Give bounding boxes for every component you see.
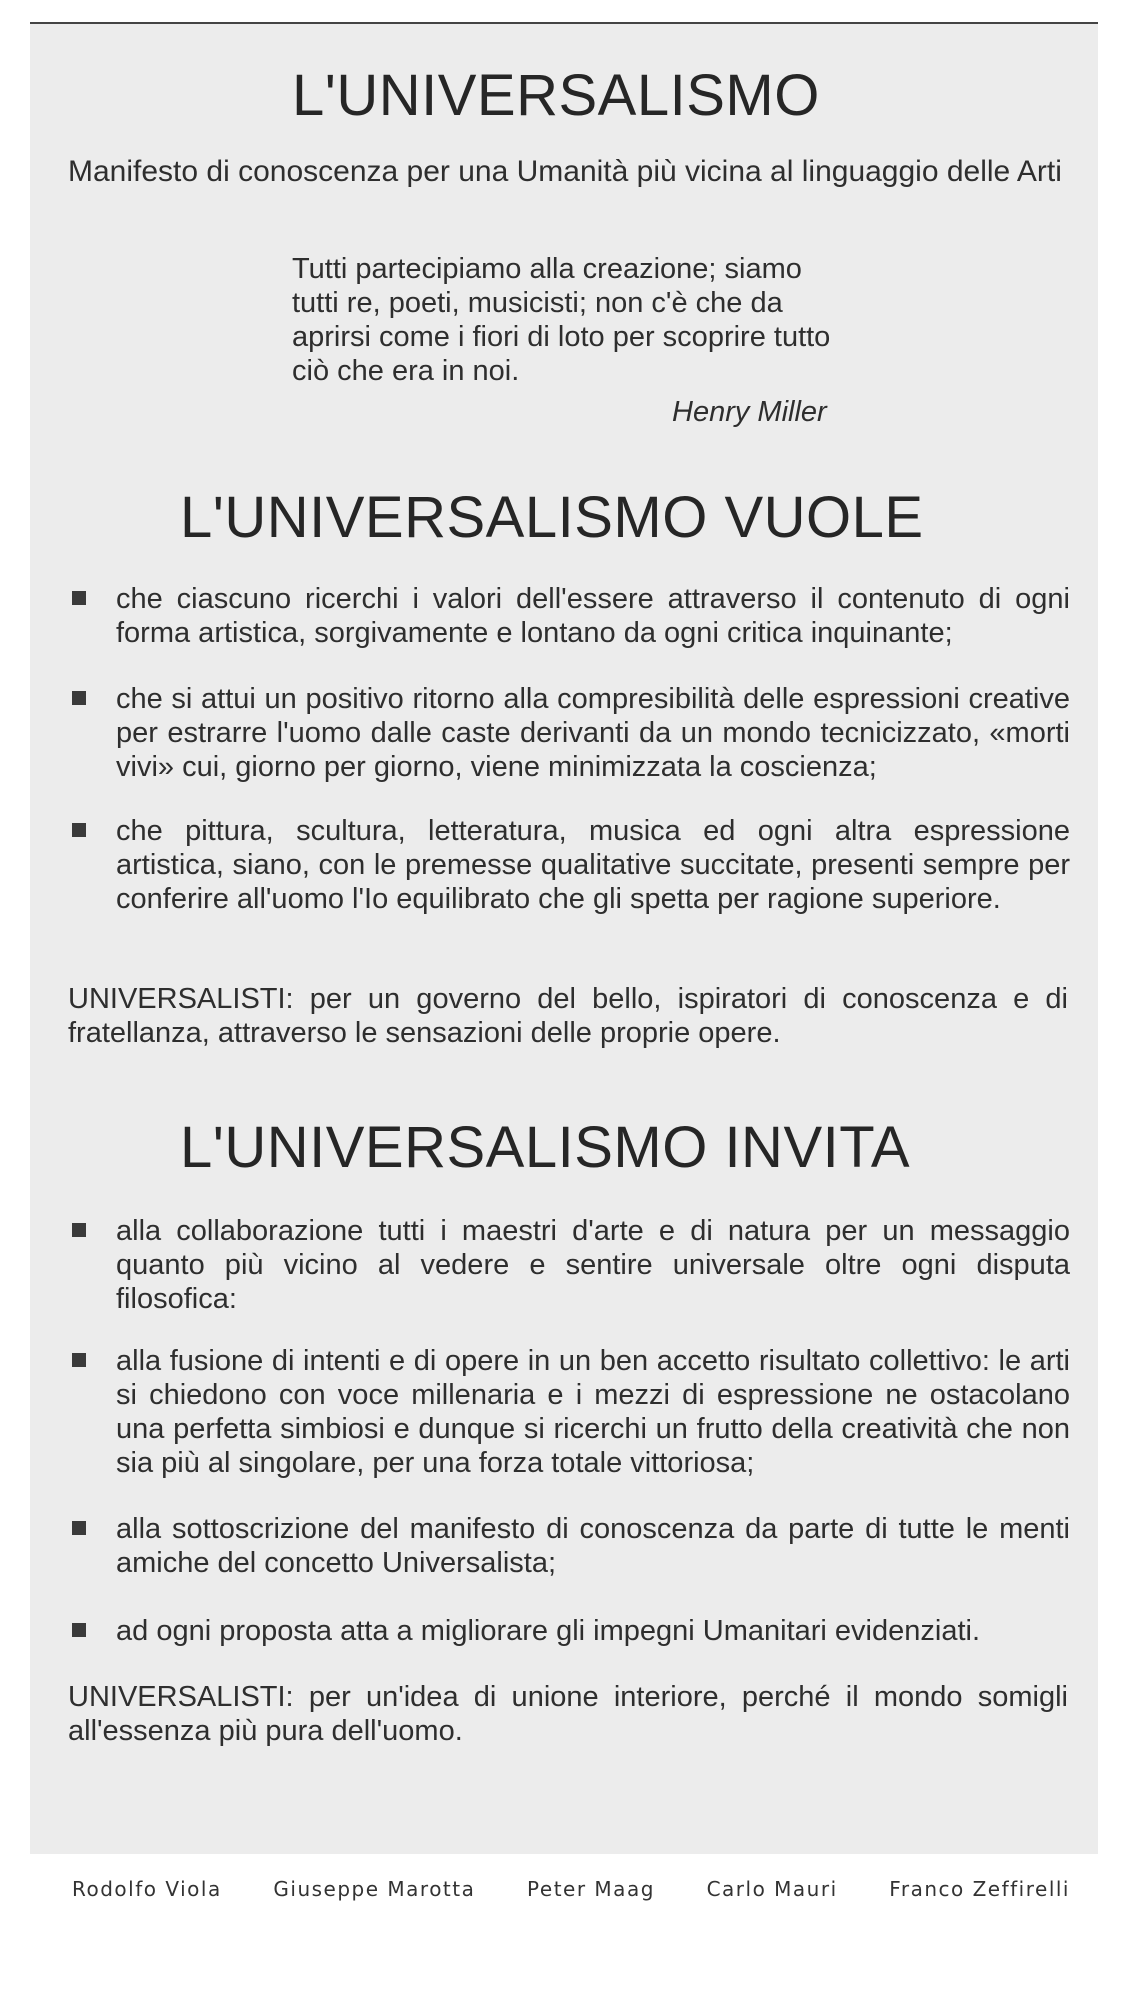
bullet-square-icon [72, 1223, 86, 1237]
list-item-text: alla collaborazione tutti i maestri d'arte e di natura per un messaggio quanto più vicino al vedere e sentire universale oltre ogni disputa filosofica: [116, 1215, 1070, 1315]
list-item [72, 1344, 1070, 1480]
bullet-square-icon [72, 591, 86, 605]
signature-name: Giuseppe Marotta [273, 1877, 476, 1901]
list-item [72, 582, 1070, 650]
section-invita-heading: L'UNIVERSALISMO INVITA [180, 1115, 911, 1180]
list-item-text: ad ogni proposta atta a migliorare gli impegni Umanitari evidenziati. [116, 1615, 981, 1647]
list-item-text: che pittura, scultura, letteratura, musica ed ogni altra espressione artistica, siano, con le premesse qualitative succitate, presenti sempre per conferire all'uomo l'Io equilibrato che gli spetta per ragione superiore. [116, 815, 1070, 915]
signatures-row [72, 1877, 1070, 1901]
signature-name: Peter Maag [527, 1877, 655, 1901]
epigraph-author: Henry Miller [672, 396, 827, 428]
page-title: L'UNIVERSALISMO [292, 63, 820, 128]
bullet-square-icon [72, 1521, 86, 1535]
list-item [72, 1512, 1070, 1580]
section-vuole-heading: L'UNIVERSALISMO VUOLE [180, 485, 924, 550]
section-vuole-closing: UNIVERSALISTI: per un governo del bello, ispiratori di conoscenza e di fratellanza, attraverso le sensazioni delle proprie opere. [68, 983, 1068, 1049]
subtitle: Manifesto di conoscenza per una Umanità più vicina al linguaggio delle Arti [68, 155, 1062, 188]
list-item [72, 682, 1070, 784]
list-item [72, 1214, 1070, 1316]
manifesto-page [30, 22, 1098, 1854]
bullet-square-icon [72, 691, 86, 705]
bullet-square-icon [72, 1623, 86, 1637]
list-item [72, 1614, 1070, 1648]
bullet-square-icon [72, 1353, 86, 1367]
bullet-square-icon [72, 823, 86, 837]
signature-name: Rodolfo Viola [72, 1877, 222, 1901]
list-item-text: alla fusione di intenti e di opere in un ben accetto risultato collettivo: le arti si chiedono con voce millenaria e i mezzi di espressione ne ostacolano una perfetta simbiosi e dunque si ricerchi un frutto della creatività che non sia più al singolare, per una forza totale vittoriosa; [116, 1345, 1070, 1479]
signature-name: Carlo Mauri [706, 1877, 838, 1901]
list-item [72, 814, 1070, 916]
signature-name: Franco Zeffirelli [889, 1877, 1070, 1901]
list-item-text: alla sottoscrizione del manifesto di conoscenza da parte di tutte le menti amiche del concetto Universalista; [116, 1513, 1070, 1579]
list-item-text: che si attui un positivo ritorno alla compresibilità delle espressioni creative per estrarre l'uomo dalle caste derivanti da un mondo tecnicizzato, «morti vivi» cui, giorno per giorno, viene minimizzata la coscienza; [116, 683, 1070, 783]
epigraph-quote: Tutti partecipiamo alla creazione; siamo tutti re, poeti, musicisti; non c'è che da aprirsi come i fiori di loto per scoprire tutto ciò che era in noi. [292, 253, 831, 387]
section-invita-closing: UNIVERSALISTI: per un'idea di unione interiore, perché il mondo somigli all'essenza più pura dell'uomo. [68, 1681, 1068, 1747]
list-item-text: che ciascuno ricerchi i valori dell'essere attraverso il contenuto di ogni forma artistica, sorgivamente e lontano da ogni critica inquinante; [116, 583, 1070, 649]
